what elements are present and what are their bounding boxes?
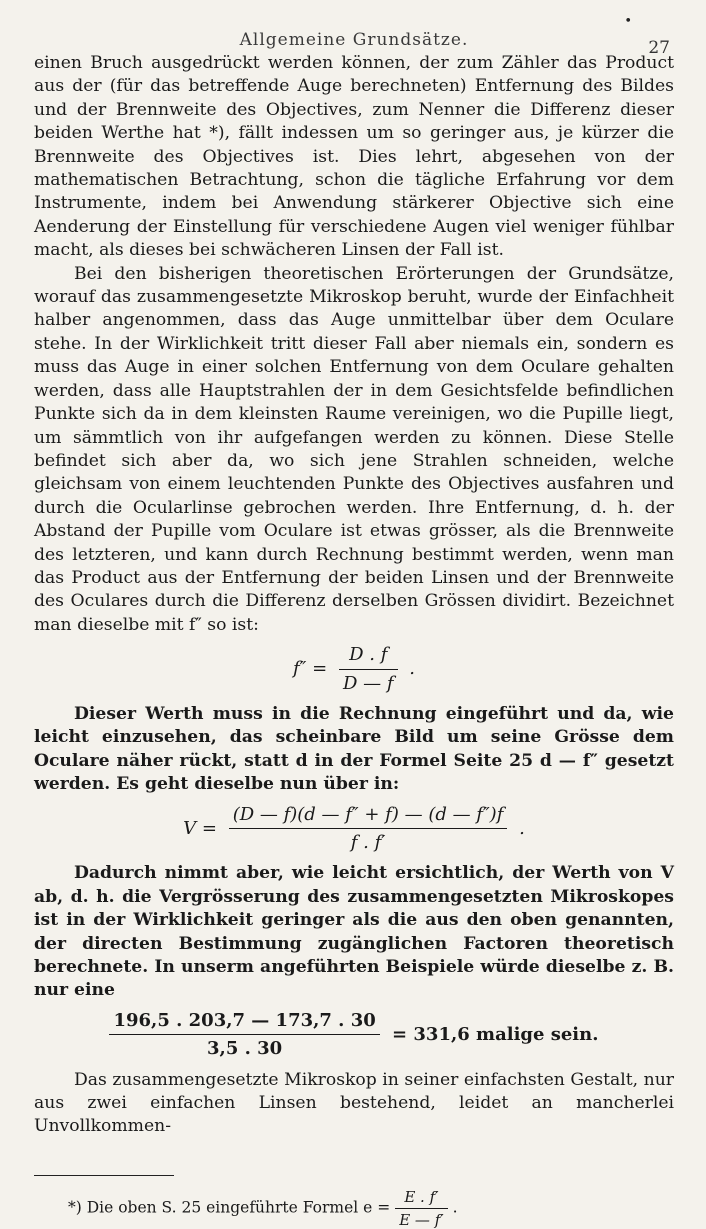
paragraph-1: einen Bruch ausgedrückt werden können, der zum Zähler das Product aus der (für das betreffende Auge berechneten) Entfernung des Bildes und der Brennweite des Objectives, zum Nenner die Differenz dieser beiden Werthe hat *), fällt indessen um so geringer aus, je kürzer die Brennweite des Objectives ist. Dies lehrt, abgesehen von der mathematischen Betrachtung, schon die tägliche Erfahrung vor dem Instrumente, indem bei Anwendung stärkerer Objective sich eine Aenderung der Einstellung für verschiedene Augen viel weniger fühlbar macht, als dieses bei schwächeren Linsen der Fall ist.	[34, 53, 674, 261]
formula-f-double-prime	[34, 643, 674, 695]
paragraph-3: Dieser Werth muss in die Rechnung eingeführt und da, wie leicht einzusehen, das scheinbare Bild um seine Grösse dem Oculare näher rückt, statt d in der Formel Seite 25 d — f″ gesetzt werden. Es geht dieselbe nun über in:	[34, 703, 674, 795]
formula-3-fraction	[109, 1009, 379, 1061]
footnote-fraction	[395, 1188, 447, 1229]
formula-3-tail: = 331,6 malige sein.	[392, 1024, 599, 1046]
formula-3-numerator: 196,5 . 203,7 — 173,7 . 30	[109, 1009, 379, 1035]
body-text	[34, 52, 674, 1139]
paragraph-5: Das zusammengesetzte Mikroskop in seiner einfachsten Gestalt, nur aus zwei einfachen Linsen bestehend, leidet an mancherlei Unvollkommen-	[34, 1069, 674, 1137]
formula-1-tail: .	[409, 658, 415, 680]
paragraph-4: Dadurch nimmt aber, wie leicht ersichtlich, der Werth von V ab, d. h. die Vergrösserung des zusammengesetzten Mikroskopes ist in der Wirklichkeit geringer als die aus den oben genannten, der directen Bestimmung zugänglichen Factoren theoretisch berechnete. In unserm angeführten Beispiele würde dieselbe z. B. nur eine	[34, 863, 674, 1001]
footnote-numerator: E . f′	[395, 1188, 447, 1209]
footnote-tail: .	[452, 1198, 458, 1217]
footnote-text: *) Die oben S. 25 eingeführte Formel e =	[68, 1198, 391, 1217]
formula-1-numerator: D . f	[339, 643, 398, 669]
formula-1-fraction	[339, 643, 398, 695]
formula-1-lhs: f″ =	[293, 658, 328, 680]
formula-2-tail: .	[519, 817, 525, 839]
running-head: Allgemeine Grundsätze.	[239, 30, 469, 50]
formula-v	[34, 803, 674, 855]
footnote	[34, 1188, 674, 1229]
formula-3-denominator: 3,5 . 30	[207, 1038, 283, 1060]
formula-example-calc	[34, 1009, 674, 1061]
page-header	[34, 14, 674, 58]
formula-2-denominator: f . f′	[350, 832, 386, 853]
footnote-denominator: E — f′	[399, 1210, 444, 1229]
formula-2-fraction	[229, 803, 508, 855]
formula-1-denominator: D — f	[342, 672, 394, 694]
paragraph-2: Bei den bisherigen theoretischen Erörterungen der Grundsätze, worauf das zusammengesetzte Mikroskop beruht, wurde der Einfachheit halber angenommen, dass das Auge unmittelbar über dem Oculare stehe. In der Wirklichkeit tritt dieser Fall aber niemals ein, sondern es muss das Auge in einer solchen Entfernung von dem Oculare gehalten werden, dass alle Hauptstrahlen der in dem Gesichtsfelde befindlichen Punkte sich da in dem kleinsten Raume vereinigen, wo die Pupille liegt, um sämmtlich von ihr aufgefangen werden zu können. Diese Stelle befindet sich aber da, wo sich jene Strahlen schneiden, welche gleichsam von einem leuchtenden Punkte des Objectives ausfahren und durch die Ocularlinse gebrochen werden. Ihre Entfernung, d. h. der Abstand der Pupille vom Oculare ist etwas grösser, als die Brennweite des letzteren, und kann durch Rechnung bestimmt werden, wenn man das Product aus der Entfernung der beiden Linsen und der Brennweite des Oculares durch die Differenz derselben Grössen dividirt. Bezeichnet man dieselbe mit f″ so ist:	[34, 263, 674, 635]
page-number: 27	[648, 38, 670, 58]
formula-2-numerator: (D — f)(d — f″ + f) — (d — f″)f	[229, 803, 508, 829]
formula-2-lhs: V =	[183, 817, 217, 839]
footnote-divider	[34, 1175, 174, 1176]
print-mark: •	[624, 14, 632, 29]
